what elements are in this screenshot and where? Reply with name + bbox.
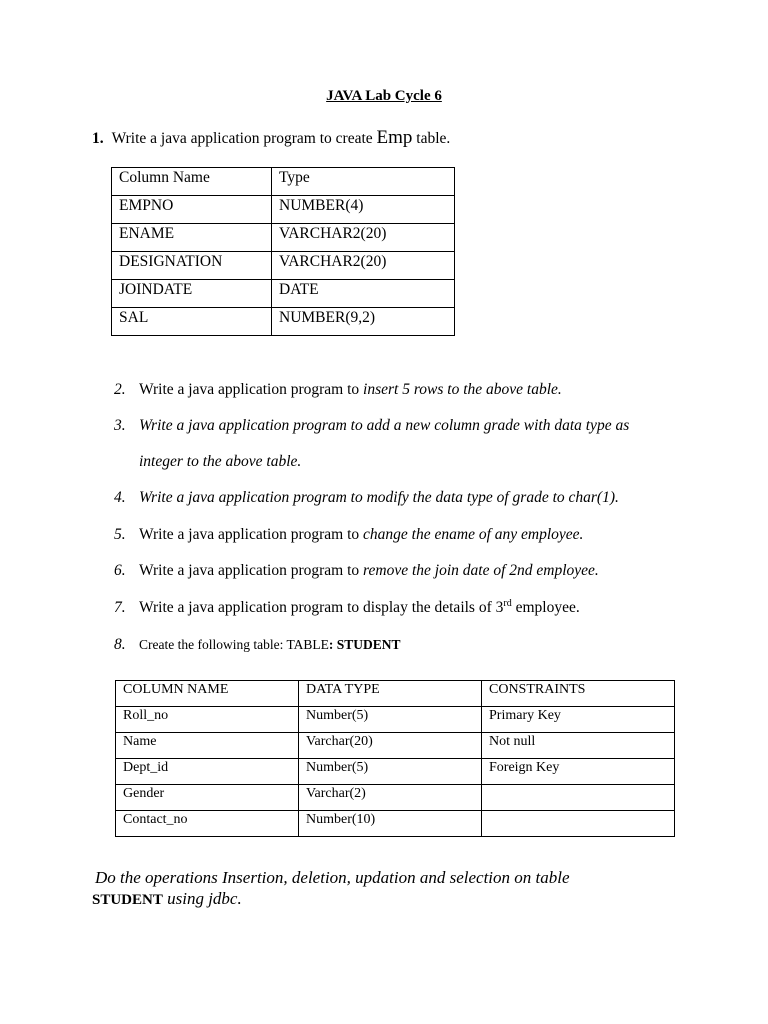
question-2 <box>114 381 562 399</box>
table-cell: Dept_id <box>116 759 299 785</box>
table-cell: Name <box>116 733 299 759</box>
question-4 <box>114 489 619 507</box>
table-cell: Roll_no <box>116 707 299 733</box>
question-number: 2. <box>114 381 126 398</box>
table-row <box>112 224 455 252</box>
table-cell <box>482 811 675 837</box>
question-3 <box>114 417 629 435</box>
question-3-continuation <box>139 453 301 471</box>
table-header-row <box>112 168 455 196</box>
question-text-italic: integer to the above table. <box>139 453 302 470</box>
question-text: Write a java application program to <box>139 526 364 543</box>
table-header-cell: COLUMN NAME <box>116 681 299 707</box>
table-cell: ENAME <box>112 224 272 252</box>
question-text: Write a java application program to create <box>111 130 377 147</box>
table-cell: Foreign Key <box>482 759 675 785</box>
question-text: Write a java application program to <box>139 562 364 579</box>
question-text-italic: insert 5 rows to the above table. <box>363 381 562 398</box>
table-cell: Primary Key <box>482 707 675 733</box>
table-cell: Contact_no <box>116 811 299 837</box>
question-number: 5. <box>114 526 126 543</box>
question-number: 4. <box>114 489 126 506</box>
emp-table <box>111 167 455 336</box>
final-instruction-continuation <box>92 889 242 909</box>
table-row <box>116 733 675 759</box>
table-cell: NUMBER(4) <box>272 196 455 224</box>
table-row <box>116 785 675 811</box>
table-header-row <box>116 681 675 707</box>
table-cell: NUMBER(9,2) <box>272 308 455 336</box>
table-cell: Varchar(20) <box>299 733 482 759</box>
table-cell: VARCHAR2(20) <box>272 224 455 252</box>
table-row <box>116 707 675 733</box>
question-text-italic: remove the join date of 2nd employee. <box>363 562 599 579</box>
question-text-end: table. <box>412 130 451 147</box>
question-number: 1. <box>92 130 104 147</box>
question-text-italic: change the ename of any employee. <box>363 526 584 543</box>
table-row <box>112 308 455 336</box>
table-cell <box>482 785 675 811</box>
final-instruction-italic: using jdbc. <box>162 889 242 908</box>
table-header-cell: CONSTRAINTS <box>482 681 675 707</box>
student-table <box>115 680 675 837</box>
table-row <box>112 196 455 224</box>
question-number: 7. <box>114 599 126 617</box>
table-header-cell: Column Name <box>112 168 272 196</box>
final-instruction: Do the operations Insertion, deletion, updation and selection on table <box>95 868 570 887</box>
table-cell: DATE <box>272 280 455 308</box>
table-cell: VARCHAR2(20) <box>272 252 455 280</box>
page-title: JAVA Lab Cycle 6 <box>326 88 442 104</box>
table-cell: Number(5) <box>299 759 482 785</box>
question-text: Create the following table: TABLE <box>139 637 329 652</box>
question-7 <box>114 598 580 617</box>
table-name: Emp <box>376 127 413 148</box>
question-1 <box>92 127 450 149</box>
table-name-bold: : STUDENT <box>328 637 401 652</box>
table-name-bold: STUDENT <box>92 892 163 908</box>
question-text-end: employee. <box>511 599 580 617</box>
question-8 <box>114 636 401 654</box>
question-text-italic: Write a java application program to modify the data type of grade to char(1). <box>139 489 619 506</box>
table-cell: Not null <box>482 733 675 759</box>
table-header-cell: DATA TYPE <box>299 681 482 707</box>
table-cell: DESIGNATION <box>112 252 272 280</box>
question-number: 8. <box>114 636 126 653</box>
table-row <box>116 811 675 837</box>
table-cell: Number(10) <box>299 811 482 837</box>
superscript: rd <box>503 598 512 609</box>
question-text-italic: Write a java application program to add a new column grade with data type as <box>139 417 630 434</box>
question-6 <box>114 562 599 580</box>
table-row <box>116 759 675 785</box>
table-cell: JOINDATE <box>112 280 272 308</box>
question-number: 3. <box>114 417 126 434</box>
table-cell: Varchar(2) <box>299 785 482 811</box>
table-cell: Gender <box>116 785 299 811</box>
table-row <box>112 280 455 308</box>
question-5 <box>114 526 583 544</box>
table-row <box>112 252 455 280</box>
table-cell: Number(5) <box>299 707 482 733</box>
question-text: Write a java application program to display the details of 3 <box>139 599 504 617</box>
table-header-cell: Type <box>272 168 455 196</box>
question-number: 6. <box>114 562 126 579</box>
table-cell: EMPNO <box>112 196 272 224</box>
table-cell: SAL <box>112 308 272 336</box>
question-text: Write a java application program to <box>139 381 364 398</box>
